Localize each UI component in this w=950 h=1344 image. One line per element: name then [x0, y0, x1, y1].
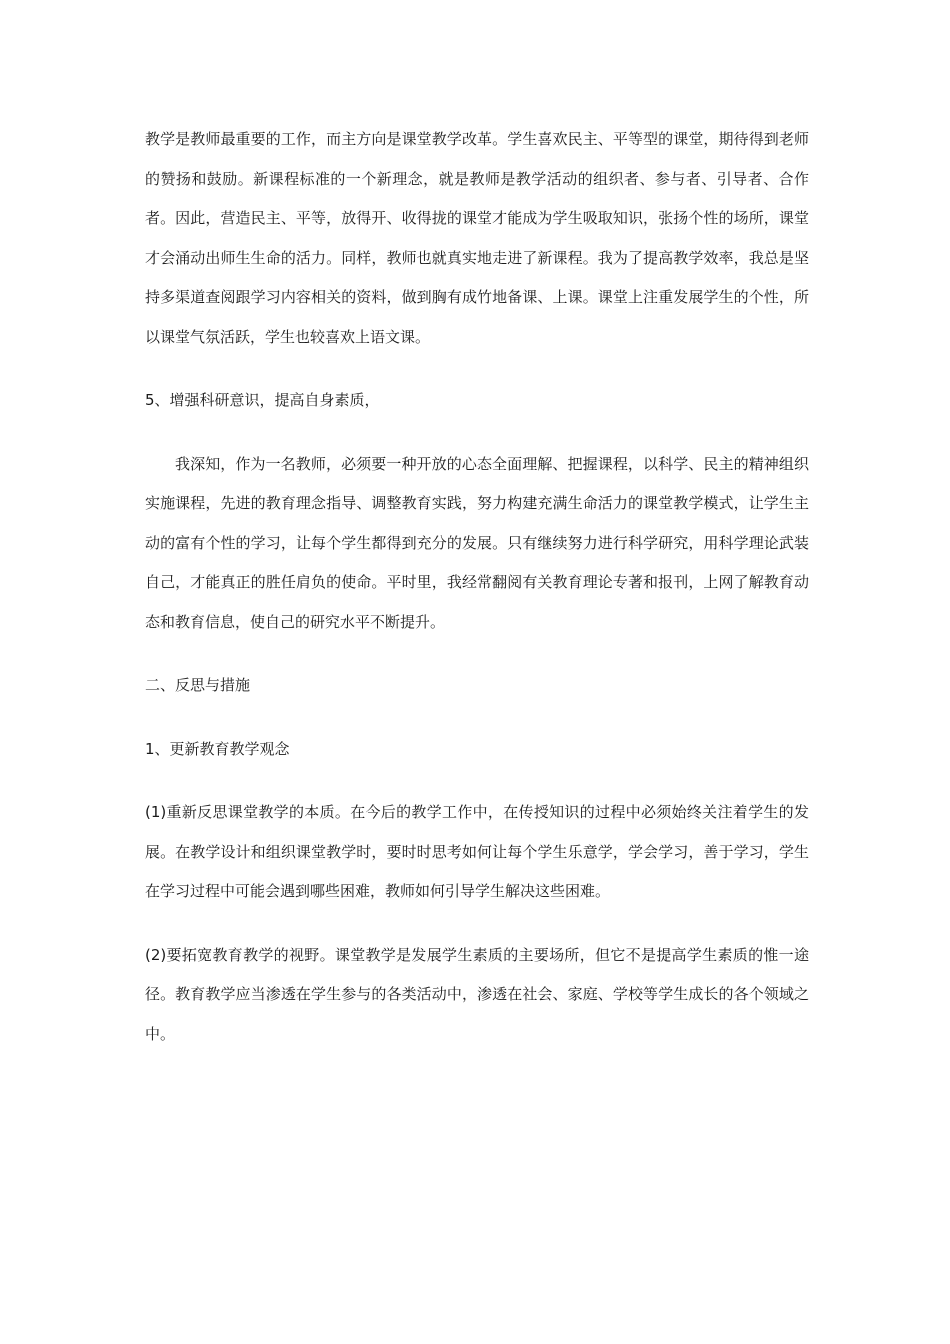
heading-research-awareness: 5、增强科研意识，提高自身素质， [145, 391, 380, 409]
document-body [145, 120, 809, 1078]
paragraph-classroom-reform: 教学是教师最重要的工作，而主方向是课堂教学改革。学生喜欢民主、平等型的课堂，期待得到老师的赞扬和鼓励。新课程标准的一个新理念，就是教师是教学活动的组织者、参与者、引导者、合作者。因此，营造民主、平等，放得开、收得拢的课堂才能成为学生吸取知识，张扬个性的场所，课堂才会涌动出师生生命的活力。同样，教师也就真实地走进了新课程。我为了提高教学效率，我总是坚持多渠道查阅跟学习内容相关的资料，做到胸有成竹地备课、上课。课堂上注重发展学生的个性，所以课堂气氛活跃，学生也较喜欢上语文课。 [145, 130, 809, 346]
heading-update-concepts: 1、更新教育教学观念 [145, 739, 290, 758]
paragraph-item-1: (1)重新反思课堂教学的本质。在今后的教学工作中，在传授知识的过程中必须始终关注着学生的发展。在教学设计和组织课堂教学时，要时时思考如何让每个学生乐意学，学会学习，善于学习，学生在学习过程中可能会遇到哪些困难，教师如何引导学生解决这些困难。 [145, 803, 809, 900]
paragraph-item-2: (2)要拓宽教育教学的视野。课堂教学是发展学生素质的主要场所，但它不是提高学生素质的惟一途径。教育教学应当渗透在学生参与的各类活动中，渗透在社会、家庭、学校等学生成长的各个领域之中。 [145, 945, 809, 1043]
paragraph-research: 我深知，作为一名教师，必须要一种开放的心态全面理解、把握课程，以科学、民主的精神组织实施课程，先进的教育理念指导、调整教育实践，努力构建充满生命活力的课堂教学模式，让学生主动的富有个性的学习，让每个学生都得到充分的发展。只有继续努力进行科学研究，用科学理论武装自己，才能真正的胜任肩负的使命。平时里，我经常翻阅有关教育理论专著和报刊，上网了解教育动态和教育信息，使自己的研究水平不断提升。 [145, 454, 809, 631]
heading-reflection-measures: 二、反思与措施 [145, 676, 251, 694]
